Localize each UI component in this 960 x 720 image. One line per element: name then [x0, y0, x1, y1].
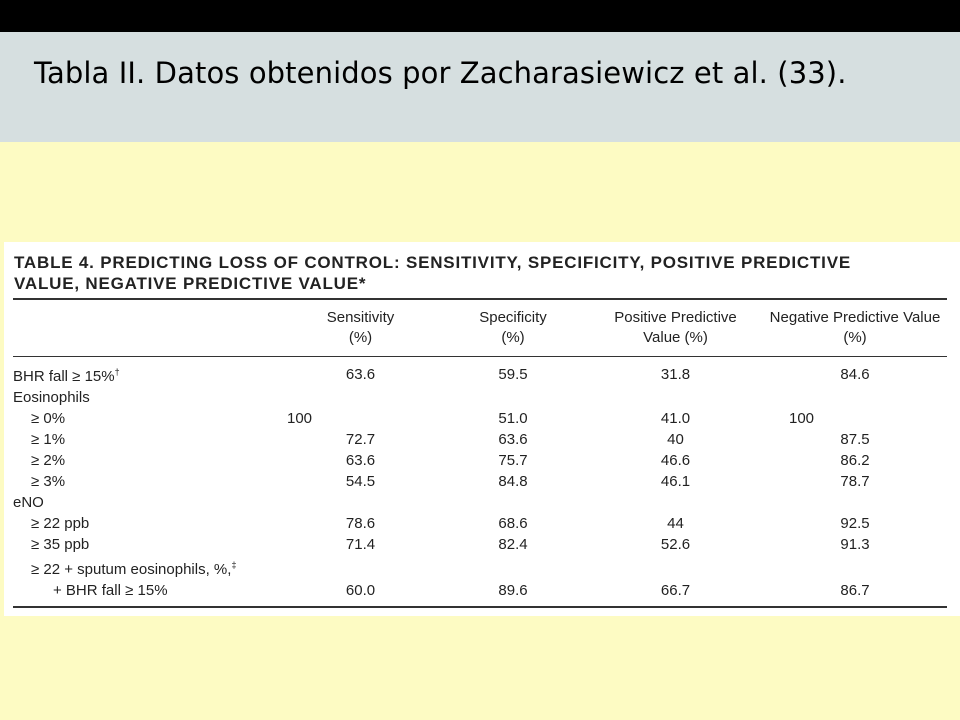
cell-ppv: 31.8 [660, 366, 691, 383]
cell-specificity: 68.6 [498, 515, 528, 532]
cell-ppv: 66.7 [660, 582, 691, 599]
table-title: TABLE 4. PREDICTING LOSS OF CONTROL: SENSITIVITY, SPECIFICITY, POSITIVE PREDICTIVE VALUE, NEGATIVE PREDICTIVE VALUE* [14, 253, 851, 293]
table-row [13, 555, 947, 580]
cell-sensitivity: 63.6 [345, 452, 376, 469]
table-bottom-rule [13, 606, 947, 608]
row-label: ≥ 22 ppb [31, 515, 90, 532]
table-row [13, 408, 947, 429]
cell-ppv: 46.6 [660, 452, 691, 469]
header-ppv: Positive Predictive Value (%) [614, 309, 737, 346]
cell-ppv: 41.0 [660, 410, 691, 427]
cell-npv: 86.7 [840, 582, 870, 599]
cell-sensitivity: 54.5 [345, 473, 376, 490]
table-row [13, 356, 947, 387]
cell-npv: 86.2 [840, 452, 870, 469]
row-label: BHR fall ≥ 15%† [13, 367, 120, 385]
header-specificity: Specificity (%) [479, 309, 547, 346]
table-row [13, 429, 947, 450]
slide-header [0, 32, 960, 142]
cell-ppv: 52.6 [660, 536, 691, 553]
row-label: + BHR fall ≥ 15% [53, 582, 168, 599]
cell-npv: 84.6 [840, 366, 870, 383]
cell-specificity: 75.7 [498, 452, 528, 469]
table-top-rule [13, 298, 947, 300]
row-label: ≥ 0% [31, 410, 66, 427]
predictive-values-table [13, 308, 947, 601]
table-header-row [13, 308, 947, 356]
cell-ppv: 44 [667, 515, 684, 532]
table-row [13, 580, 947, 601]
cell-specificity: 63.6 [498, 431, 528, 448]
cell-npv: 87.5 [840, 431, 870, 448]
row-label: ≥ 2% [31, 452, 66, 469]
table-group-row [13, 387, 947, 408]
cell-specificity: 59.5 [498, 366, 528, 383]
cell-specificity: 51.0 [498, 410, 528, 427]
cell-ppv: 46.1 [660, 473, 691, 490]
table-group-row [13, 492, 947, 513]
row-label: ≥ 1% [31, 431, 66, 448]
cell-sensitivity: 63.6 [345, 366, 376, 383]
table-row [13, 513, 947, 534]
cell-sensitivity: 60.0 [345, 582, 376, 599]
row-label: ≥ 35 ppb [31, 536, 90, 553]
cell-ppv: 40 [667, 431, 684, 448]
header-sensitivity: Sensitivity (%) [326, 309, 395, 346]
table-image-panel [4, 242, 960, 616]
row-label: ≥ 22 + sputum eosinophils, %,‡ [31, 560, 237, 578]
header-npv: Negative Predictive Value (%) [769, 309, 941, 346]
cell-specificity: 89.6 [498, 582, 528, 599]
group-label: Eosinophils [13, 389, 90, 406]
cell-npv: 78.7 [840, 473, 870, 490]
cell-npv: 100 [789, 410, 815, 427]
header-blank [13, 308, 283, 356]
cell-sensitivity: 100 [287, 410, 313, 427]
table-row [13, 471, 947, 492]
cell-specificity: 84.8 [498, 473, 528, 490]
cell-sensitivity: 78.6 [345, 515, 376, 532]
row-label: ≥ 3% [31, 473, 66, 490]
table-row [13, 534, 947, 555]
cell-npv: 92.5 [840, 515, 870, 532]
table-row [13, 450, 947, 471]
cell-sensitivity: 71.4 [345, 536, 376, 553]
top-black-bar [0, 0, 960, 32]
cell-npv: 91.3 [840, 536, 870, 553]
slide-title: Tabla II. Datos obtenidos por Zacharasiewicz et al. (33). [34, 56, 847, 90]
group-label: eNO [13, 494, 44, 511]
cell-specificity: 82.4 [498, 536, 528, 553]
cell-sensitivity: 72.7 [345, 431, 376, 448]
